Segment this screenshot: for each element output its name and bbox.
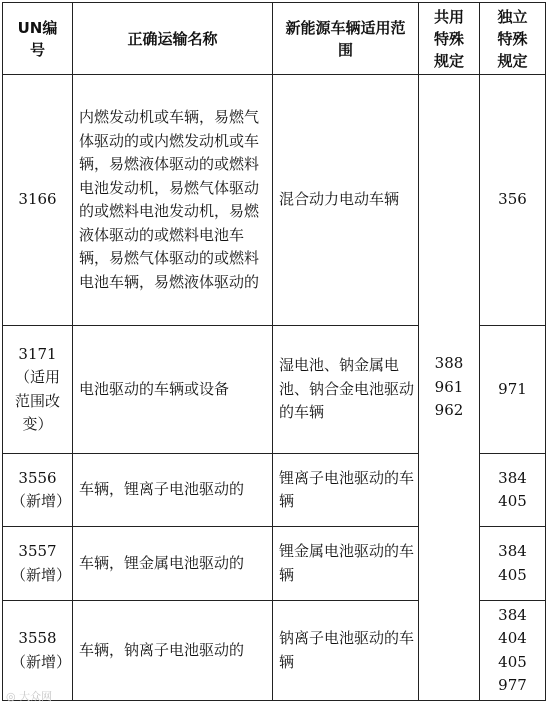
shipping-name-cell: 电池驱动的车辆或设备 (73, 326, 273, 454)
vehicle-scope-cell: 湿电池、钠金属电池、钠合金电池驱动的车辆 (273, 326, 419, 454)
header-un-number: UN编号 (3, 3, 73, 75)
un-number-cell: 3166 (3, 75, 73, 326)
header-common-provisions: 共用特殊规定 (419, 3, 480, 75)
un-number-cell: 3558 （新增） (3, 601, 73, 701)
table-row (3, 75, 546, 326)
watermark-text: 大众网 (19, 690, 53, 703)
independent-provisions-cell: 356 (480, 75, 546, 326)
shipping-name-cell: 车辆，锂金属电池驱动的 (73, 527, 273, 601)
common-provisions-cell: 388 961 962 (419, 75, 480, 701)
independent-provisions-cell: 384 405 (480, 454, 546, 527)
header-vehicle-scope: 新能源车辆适用范围 (273, 3, 419, 75)
independent-provisions-cell: 384 405 (480, 527, 546, 601)
un-number-cell: 3556 （新增） (3, 454, 73, 527)
shipping-name-cell: 车辆，钠离子电池驱动的 (73, 601, 273, 701)
un-number-cell: 3557 （新增） (3, 527, 73, 601)
independent-provisions-cell: 384 404 405 977 (480, 601, 546, 701)
header-row (3, 3, 546, 75)
shipping-name-cell: 车辆，锂离子电池驱动的 (73, 454, 273, 527)
watermark-logo-icon: ◎ (6, 690, 16, 703)
shipping-name-cell: 内燃发动机或车辆，易燃气体驱动的或内燃发动机或车辆，易燃液体驱动的或燃料电池发动机，易燃气体驱动的或燃料电池发动机，易燃液体驱动的或燃料电池车辆，易燃气体驱动的或燃料电池车辆，易燃液体驱动的 (73, 75, 273, 326)
un-number-cell: 3171 （适用范围改变） (3, 326, 73, 454)
vehicle-scope-cell: 混合动力电动车辆 (273, 75, 419, 326)
watermark (6, 688, 52, 704)
independent-provisions-cell: 971 (480, 326, 546, 454)
vehicle-scope-cell: 锂离子电池驱动的车辆 (273, 454, 419, 527)
vehicle-scope-cell: 钠离子电池驱动的车辆 (273, 601, 419, 701)
header-independent-provisions: 独立特殊规定 (480, 3, 546, 75)
special-provisions-table (2, 2, 546, 701)
vehicle-scope-cell: 锂金属电池驱动的车辆 (273, 527, 419, 601)
header-shipping-name: 正确运输名称 (73, 3, 273, 75)
